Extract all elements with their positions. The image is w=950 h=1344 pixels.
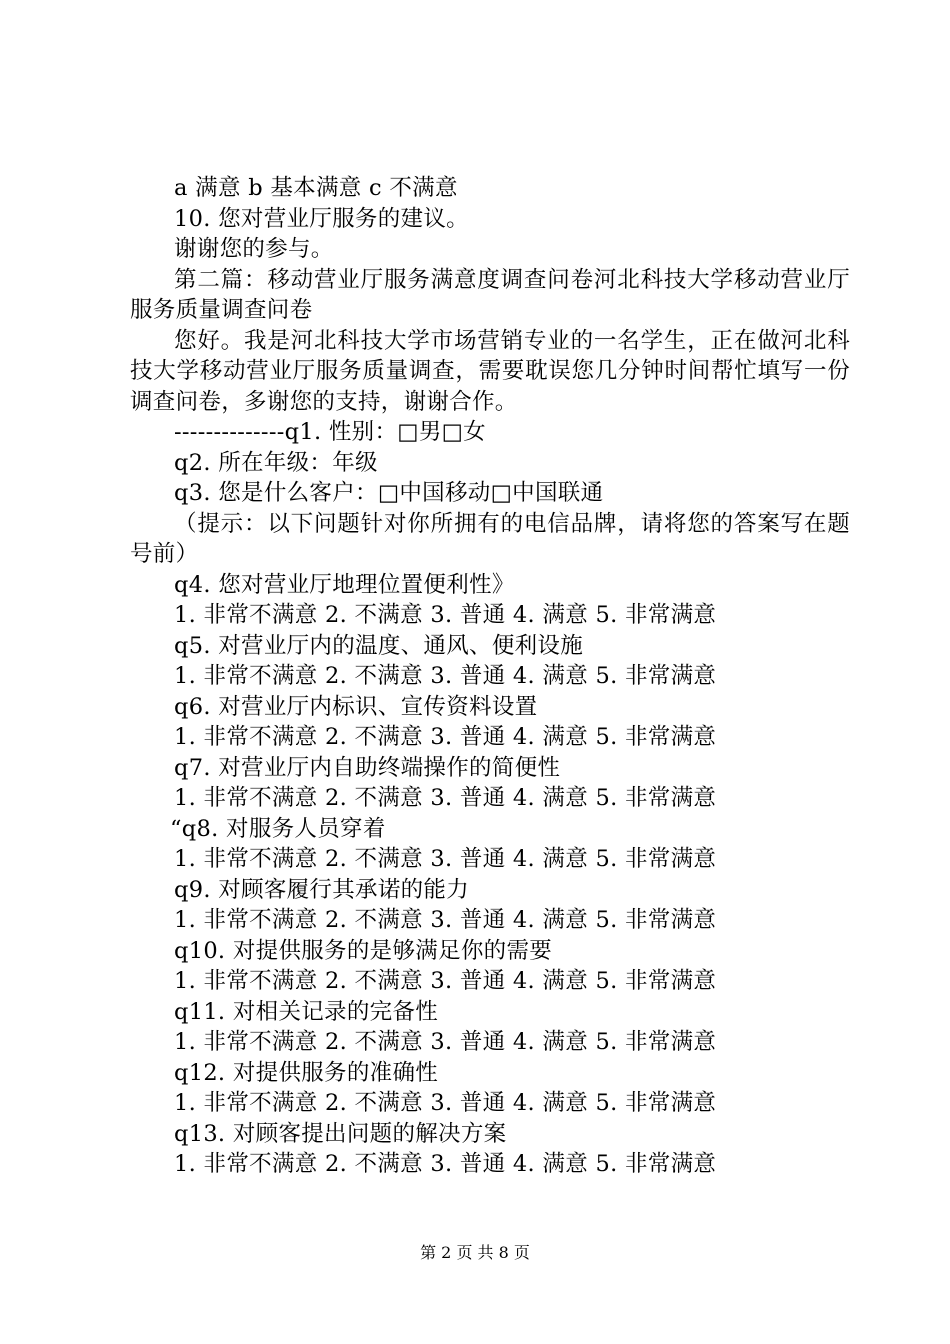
hint-paragraph: （提示：以下问题针对你所拥有的电信品牌，请将您的答案写在题号前）	[130, 510, 850, 567]
question-q7-line: q7. 对营业厅内自助终端操作的简便性	[174, 754, 561, 781]
question-q9-line: q9. 对顾客履行其承诺的能力	[174, 876, 470, 903]
question-q1-line: --------------q1. 性别：□男□女	[174, 419, 486, 445]
rating-scale-line: 1. 非常不满意 2. 不满意 3. 普通 4. 满意 5. 非常满意	[174, 907, 717, 933]
rating-scale-line: 1. 非常不满意 2. 不满意 3. 普通 4. 满意 5. 非常满意	[174, 724, 717, 750]
question-q8-line: “q8. 对服务人员穿着	[170, 815, 386, 842]
rating-scale-line: 1. 非常不满意 2. 不满意 3. 普通 4. 满意 5. 非常满意	[174, 968, 717, 994]
intro-paragraph: 您好。我是河北科技大学市场营销专业的一名学生，正在做河北科技大学移动营业厅服务质量调查，需要耽误您几分钟时间帮忙填写一份调查问卷，多谢您的支持，谢谢合作。	[130, 327, 850, 415]
question-q4-line: q4. 您对营业厅地理位置便利性》	[174, 571, 515, 598]
question-q10-line: q10. 对提供服务的是够满足你的需要	[174, 937, 553, 964]
rating-scale-line: 1. 非常不满意 2. 不满意 3. 普通 4. 满意 5. 非常满意	[174, 602, 717, 628]
question-10-line: 10. 您对营业厅服务的建议。	[174, 205, 469, 232]
question-q5-line: q5. 对营业厅内的温度、通风、便利设施	[174, 632, 584, 659]
question-q12-line: q12. 对提供服务的准确性	[174, 1059, 439, 1086]
rating-scale-line: 1. 非常不满意 2. 不满意 3. 普通 4. 满意 5. 非常满意	[174, 663, 717, 689]
question-q13-line: q13. 对顾客提出问题的解决方案	[174, 1120, 507, 1147]
section-title-paragraph: 第二篇：移动营业厅服务满意度调查问卷河北科技大学移动营业厅服务质量调查问卷	[130, 266, 850, 323]
rating-scale-line: 1. 非常不满意 2. 不满意 3. 普通 4. 满意 5. 非常满意	[174, 785, 717, 811]
rating-scale-line: 1. 非常不满意 2. 不满意 3. 普通 4. 满意 5. 非常满意	[174, 846, 717, 872]
question-q3-line: q3. 您是什么客户：□中国移动□中国联通	[174, 480, 604, 506]
page-footer: 第 2 页 共 8 页	[420, 1243, 530, 1262]
question-q6-line: q6. 对营业厅内标识、宣传资料设置	[174, 693, 538, 720]
rating-scale-line: 1. 非常不满意 2. 不满意 3. 普通 4. 满意 5. 非常满意	[174, 1029, 717, 1055]
rating-scale-line: 1. 非常不满意 2. 不满意 3. 普通 4. 满意 5. 非常满意	[174, 1090, 717, 1116]
thanks-line: 谢谢您的参与。	[174, 236, 334, 262]
rating-scale-line: 1. 非常不满意 2. 不满意 3. 普通 4. 满意 5. 非常满意	[174, 1151, 717, 1177]
answer-options-line: a 满意 b 基本满意 c 不满意	[174, 175, 458, 201]
question-q2-line: q2. 所在年级：年级	[174, 449, 378, 476]
question-q11-line: q11. 对相关记录的完备性	[174, 998, 439, 1025]
document-body	[130, 173, 850, 1180]
